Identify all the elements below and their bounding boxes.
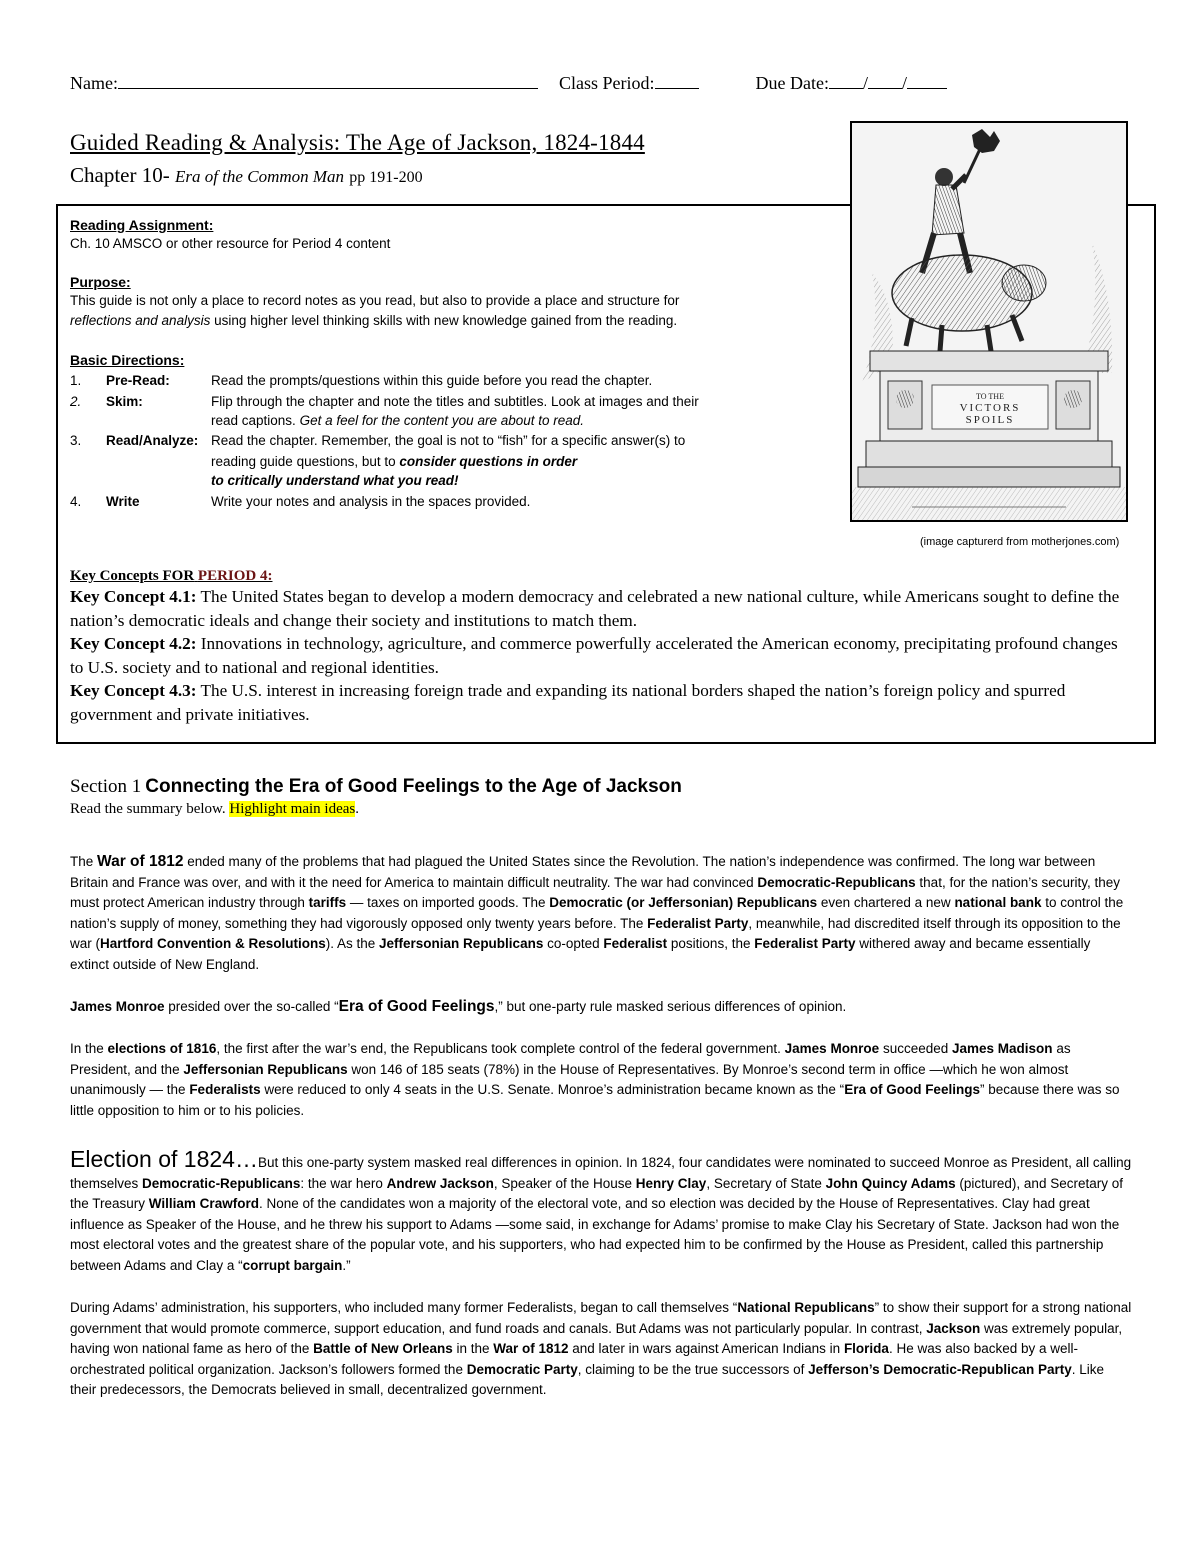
key-term: War of 1812 [493, 1341, 569, 1357]
due-month-blank[interactable] [829, 72, 863, 89]
key-term: Battle of New Orleans [313, 1341, 453, 1357]
basic-directions [70, 350, 770, 520]
reading-assignment [70, 215, 390, 254]
key-concept-label: Key Concept 4.3: [70, 681, 197, 700]
key-term: Jeffersonian Republicans [379, 936, 544, 952]
paragraph-text: to control the nation’s supply of money, something they had vigorously opposed only twenty years before. The [70, 895, 1124, 931]
direction-emphasis: consider questions in order [399, 454, 578, 469]
key-term: elections of 1816 [107, 1041, 217, 1056]
paragraph-text: ” because there was so little opposition to him or to his policies. [70, 1082, 1120, 1118]
svg-text:VICTORS: VICTORS [959, 402, 1021, 414]
key-concepts-heading-b: PERIOD 4: [197, 568, 273, 584]
direction-key: Pre-Read: [106, 373, 170, 388]
name-label: Name: [70, 73, 118, 93]
student-info-line [70, 72, 947, 94]
key-term: John Quincy Adams [825, 1175, 956, 1191]
key-term: National Republicans [737, 1300, 875, 1315]
instruction-period: . [355, 801, 359, 817]
paragraph-text: and later in wars against American Indians in [568, 1341, 844, 1357]
key-term: Jefferson’s Democratic-Republican Party [808, 1361, 1072, 1377]
class-period-label: Class Period: [558, 73, 655, 93]
political-cartoon-image [850, 121, 1128, 522]
highlighted-instruction: Highlight main ideas [229, 801, 356, 817]
paragraph-text: During Adams’ administration, his supporters, who included many former Federalists, began to call themselves “ [70, 1300, 738, 1315]
direction-number: 3. [70, 433, 82, 448]
paragraph-text: , Secretary of State [706, 1175, 826, 1191]
direction-number: 1. [70, 373, 82, 388]
chapter-heading [70, 163, 423, 188]
reading-assignment-text: Ch. 10 AMSCO or other resource for Period 4 content [70, 236, 391, 251]
direction-italic-text: Get a feel for the content you are about to read. [299, 413, 585, 428]
class-period-blank[interactable] [655, 72, 699, 89]
direction-number: 2. [70, 394, 82, 409]
key-term: Hartford Convention & Resolutions [100, 936, 326, 952]
purpose-line-1: This guide is not only a place to record notes as you read, but also to provide a place and structure for [70, 293, 680, 308]
key-term: national bank [954, 895, 1042, 911]
paragraph-text: ). As the [325, 936, 380, 952]
key-concept-text: The United States began to develop a modern democracy and celebrated a new national culture, while Americans sought to define the nation’s democratic ideals and change their society and institutions to match them. [70, 587, 1120, 630]
date-separator: / [862, 73, 868, 93]
paragraph-text: ” to show their support for a strong national government that would promote commerce, support education, and fund roads and canals. But Adams was not particularly popular. In contrast, [70, 1300, 1132, 1336]
paragraph-text: succeeded [879, 1041, 953, 1056]
direction-key: Skim: [106, 394, 143, 409]
purpose-heading: Purpose: [70, 274, 131, 290]
direction-text: Write your notes and analysis in the spaces provided. [211, 494, 531, 509]
key-term: James Monroe [70, 999, 165, 1014]
page-title: Guided Reading & Analysis: The Age of Jackson, 1824-1844 [70, 130, 645, 155]
paragraph-text: were reduced to only 4 seats in the U.S. Senate. Monroe’s administration became known as the “ [260, 1082, 845, 1098]
key-term-large: Era of Good Feelings [338, 998, 495, 1015]
key-term: Federalist [603, 936, 668, 952]
paragraph-text: : the war hero [300, 1175, 387, 1191]
paragraph-text: ,” but one-party rule masked serious differences of opinion. [494, 999, 847, 1014]
paragraph-adams-administration [70, 1298, 1132, 1401]
svg-text:SPOILS: SPOILS [965, 414, 1015, 426]
key-term: Florida [843, 1341, 889, 1357]
inline-heading: Election of 1824… [70, 1146, 258, 1172]
paragraph-text: presided over the so-called “ [164, 999, 339, 1014]
paragraph-text: in the [452, 1341, 494, 1357]
paragraph-text: that, for the nation’s security, they must protect American industry through [70, 874, 1121, 911]
paragraph-text: . He was also backed by a well-orchestrated political organization. Jackson’s followers formed the [70, 1341, 1079, 1377]
due-year-blank[interactable] [907, 72, 947, 89]
direction-text: Read the chapter. Remember, the goal is not to “fish” for a specific answer(s) to [211, 433, 686, 448]
key-term: Henry Clay [635, 1175, 707, 1191]
direction-text: reading guide questions, but to [211, 454, 396, 469]
instruction-text: Read the summary below. [70, 801, 226, 817]
cartoon-illustration [852, 123, 1126, 520]
key-term: James Madison [952, 1041, 1053, 1056]
key-term: Democratic Party [466, 1361, 578, 1377]
reading-assignment-heading: Reading Assignment: [70, 217, 214, 233]
key-term-large: War of 1812 [97, 853, 184, 870]
key-term: Democratic (or Jeffersonian) Republicans [549, 895, 818, 911]
key-term: Andrew Jackson [386, 1175, 494, 1191]
directions-heading: Basic Directions: [70, 352, 185, 368]
key-term: Era of Good Feelings [844, 1082, 980, 1098]
key-term: James Monroe [784, 1041, 880, 1056]
paragraph-war-of-1812 [70, 852, 1132, 976]
date-separator: / [901, 73, 907, 93]
paragraph-text: In the [70, 1041, 108, 1056]
paragraph-text: as President, and the [70, 1041, 1071, 1077]
paragraph-text: was extremely popular, having won national fame as hero of the [70, 1320, 1123, 1357]
section-title: Connecting the Era of Good Feelings to the Age of Jackson [145, 776, 682, 797]
paragraph-text: — taxes on imported goods. The [346, 895, 550, 911]
purpose [70, 272, 810, 331]
paragraph-text: , meanwhile, had discredited itself through its opposition to the war ( [70, 915, 1121, 952]
chapter-subtitle: Era of the Common Man [174, 167, 345, 186]
paragraph-text: , the first after the war’s end, the Republicans took complete control of the federal government. [216, 1041, 785, 1056]
key-concept-label: Key Concept 4.1: [70, 587, 197, 606]
direction-text: Read the prompts/questions within this guide before you read the chapter. [211, 373, 653, 388]
name-blank[interactable] [118, 72, 538, 89]
key-term: William Crawford [148, 1196, 259, 1212]
key-concept-label: Key Concept 4.2: [70, 634, 197, 653]
paragraph-text: , claiming to be the true successors of [577, 1361, 809, 1377]
key-concept-text: Innovations in technology, agriculture, and commerce powerfully accelerated the American economy, precipitating profound changes to U.S. society and to national and regional identities. [70, 634, 1118, 677]
direction-text: read captions. [211, 413, 296, 428]
paragraph-text: The [70, 854, 98, 869]
direction-key: Write [106, 494, 140, 509]
key-concept-4-3 [70, 679, 1130, 726]
key-term: Democratic-Republicans [142, 1175, 301, 1191]
direction-key: Read/Analyze: [106, 433, 199, 448]
paragraph-era-of-good-feelings [70, 997, 1132, 1018]
image-caption: (image capturerd from motherjones.com) [920, 536, 1120, 548]
paragraph-text: won 146 of 185 seats (78%) in the House of Representatives. By Monroe’s second term in office —which he won almost unanimously — the [70, 1061, 1069, 1098]
purpose-line-2 [70, 311, 810, 331]
paragraph-text: ended many of the problems that had plagued the United States since the Revolution. The nation’s independence was confirmed. The long war between Britain and France was over, and with it the need for America to maintain difficult neutrality. The war had convinced [70, 854, 1096, 890]
section-heading [70, 776, 682, 798]
key-concepts [70, 568, 1130, 726]
key-term: Federalist Party [647, 915, 749, 931]
direction-emphasis: to critically understand what you read! [211, 473, 459, 488]
paragraph-text: positions, the [667, 936, 755, 952]
key-term: Jeffersonian Republicans [183, 1061, 348, 1077]
chapter-pages: pp 191-200 [349, 169, 423, 186]
key-term: Jackson [926, 1320, 981, 1336]
purpose-italic: reflections and analysis [70, 313, 211, 328]
key-concept-text: The U.S. interest in increasing foreign trade and expanding its national borders shaped the nation’s foreign policy and spurred government and private initiatives. [70, 681, 1066, 724]
chapter-label: Chapter 10- [70, 163, 170, 187]
paragraph-text: , Speaker of the House [493, 1175, 636, 1191]
key-concepts-heading-a: Key Concepts FOR [70, 568, 195, 584]
key-term: Democratic-Republicans [757, 874, 916, 890]
paragraph-text: But this one-party system masked real differences in opinion. In 1824, four candidates were nominated to succeed Monroe as President, all calling themselves [70, 1155, 1132, 1191]
direction-text: Flip through the chapter and note the titles and subtitles. Look at images and their [211, 394, 699, 409]
direction-number: 4. [70, 494, 82, 509]
section-label: Section 1 [70, 776, 142, 797]
paragraph-text: (pictured), and Secretary of the Treasury [70, 1175, 1123, 1212]
paragraph-elections-1816 [70, 1039, 1132, 1121]
paragraph-election-1824 [70, 1146, 1132, 1277]
due-day-blank[interactable] [868, 72, 902, 89]
paragraph-text: .” [342, 1257, 351, 1273]
key-term: Federalists [189, 1082, 261, 1098]
purpose-rest: using higher level thinking skills with new knowledge gained from the reading. [210, 313, 678, 328]
svg-text:TO THE: TO THE [976, 392, 1004, 401]
key-term: corrupt bargain [242, 1257, 343, 1273]
key-term: Federalist Party [754, 936, 856, 952]
key-concept-4-1 [70, 585, 1130, 632]
paragraph-text: withered away and became essentially extinct outside of New England. [70, 936, 1091, 972]
paragraph-text: even chartered a new [817, 895, 955, 911]
paragraph-text: . Like their predecessors, the Democrats believed in small, decentralized government. [70, 1361, 1104, 1398]
key-concepts-heading [70, 568, 1130, 585]
key-concept-4-2 [70, 632, 1130, 679]
paragraph-text: . None of the candidates won a majority of the electoral vote, and so election was decided by the House of Representatives. Clay had great influence as Speaker of the House, and he threw his support to Adams —some said, in exchange for Adams’ promise to make Clay his Secretary of State. Jackson had won the most electoral votes and the greatest share of the popular vote, and his supporters, who had expected him to be confirmed by the House as President, called this partnership between Adams and Clay a “ [70, 1196, 1120, 1273]
paragraph-text: co-opted [543, 936, 604, 952]
section-instructions [70, 801, 359, 818]
due-date-label: Due Date: [755, 73, 829, 93]
key-term: tariffs [308, 895, 347, 911]
